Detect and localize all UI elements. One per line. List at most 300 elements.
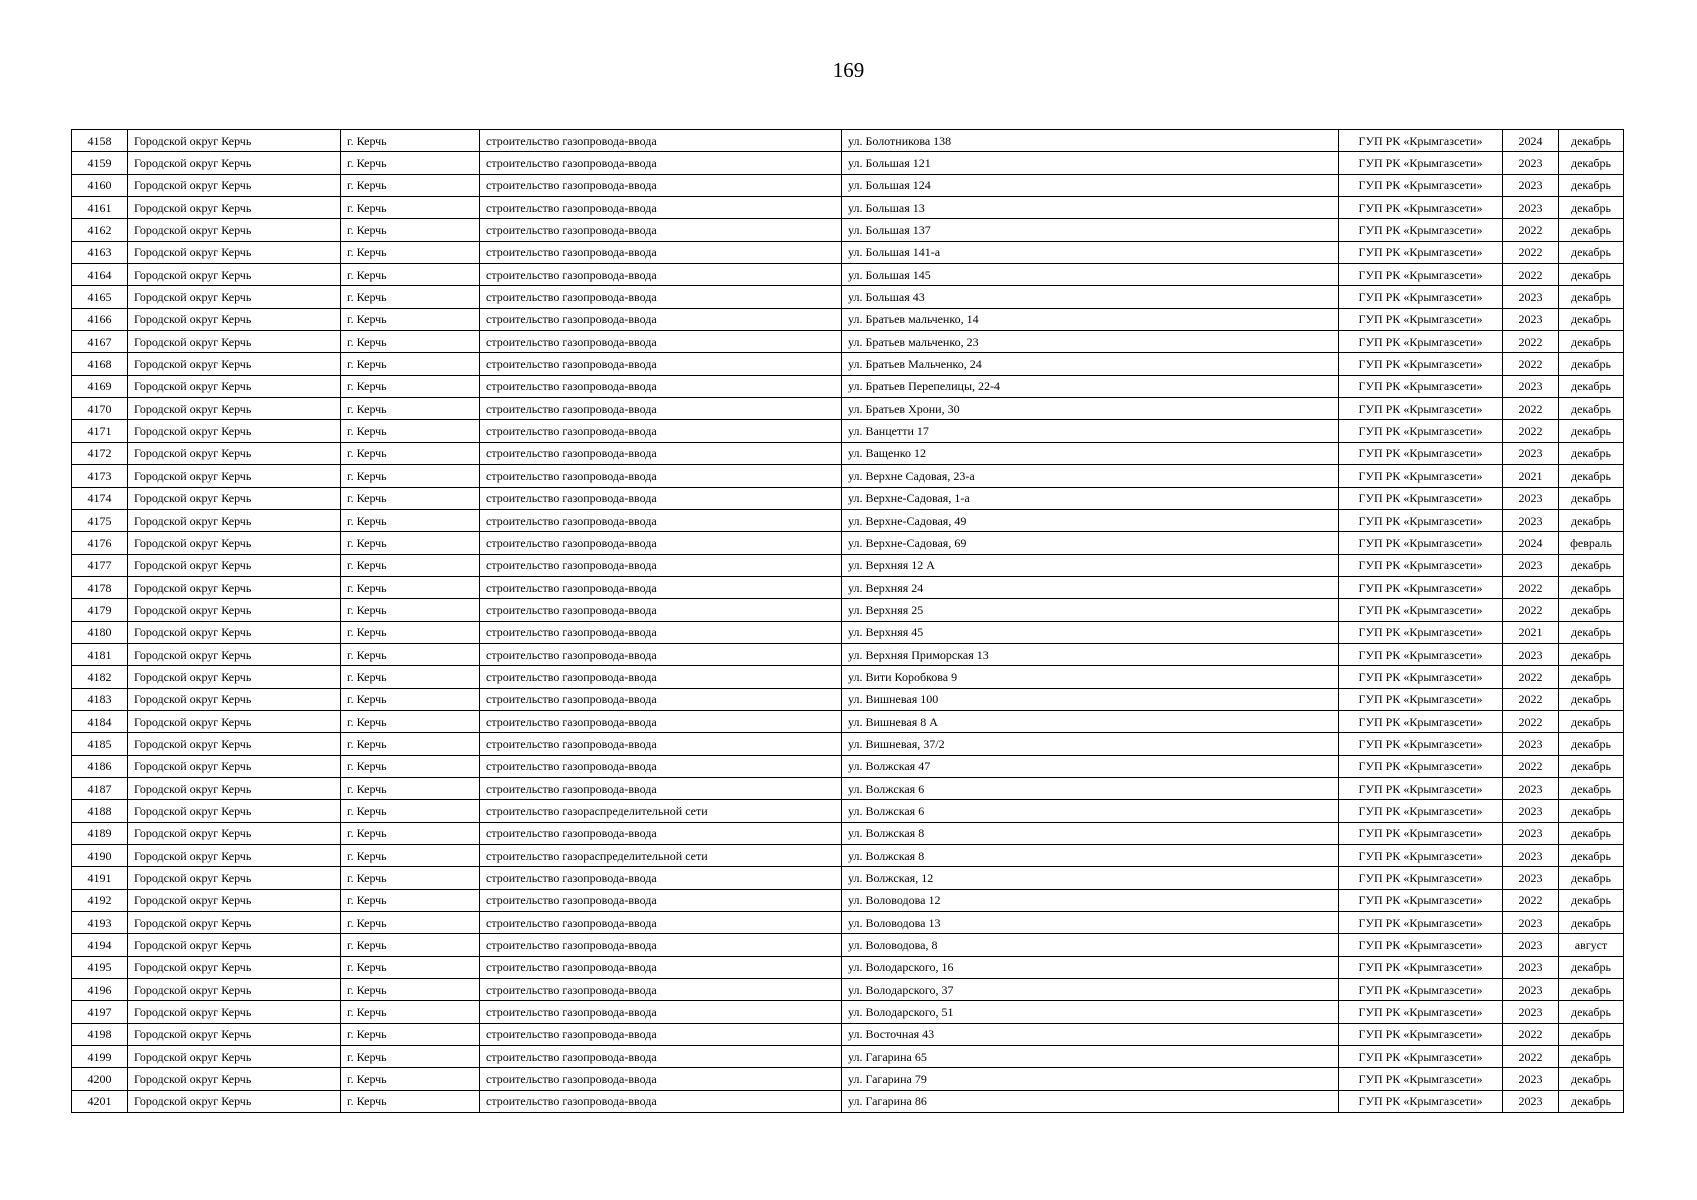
- month-cell: декабрь: [1559, 599, 1624, 621]
- work-type-cell: строительство газопровода-ввода: [480, 375, 842, 397]
- row-number-cell: 4189: [72, 822, 128, 844]
- work-type-cell: строительство газопровода-ввода: [480, 532, 842, 554]
- district-cell: Городской округ Керчь: [128, 1068, 341, 1090]
- month-cell: декабрь: [1559, 152, 1624, 174]
- table-row: [72, 442, 1624, 464]
- year-cell: 2022: [1503, 353, 1559, 375]
- organization-cell: ГУП РК «Крымгазсети»: [1339, 375, 1503, 397]
- month-cell: декабрь: [1559, 956, 1624, 978]
- month-cell: декабрь: [1559, 1068, 1624, 1090]
- address-cell: ул. Большая 141-а: [842, 241, 1339, 263]
- city-cell: г. Керчь: [341, 934, 480, 956]
- row-number-cell: 4161: [72, 197, 128, 219]
- work-type-cell: строительство газопровода-ввода: [480, 308, 842, 330]
- city-cell: г. Керчь: [341, 509, 480, 531]
- district-cell: Городской округ Керчь: [128, 1001, 341, 1023]
- row-number-cell: 4179: [72, 599, 128, 621]
- table-row: [72, 755, 1624, 777]
- row-number-cell: 4160: [72, 174, 128, 196]
- table-row: [72, 822, 1624, 844]
- district-cell: Городской округ Керчь: [128, 353, 341, 375]
- month-cell: декабрь: [1559, 331, 1624, 353]
- address-cell: ул. Гагарина 79: [842, 1068, 1339, 1090]
- work-type-cell: строительство газопровода-ввода: [480, 822, 842, 844]
- table-row: [72, 912, 1624, 934]
- work-type-cell: строительство газопровода-ввода: [480, 241, 842, 263]
- address-cell: ул. Верхняя Приморская 13: [842, 643, 1339, 665]
- year-cell: 2023: [1503, 1001, 1559, 1023]
- address-cell: ул. Большая 124: [842, 174, 1339, 196]
- district-cell: Городской округ Керчь: [128, 599, 341, 621]
- organization-cell: ГУП РК «Крымгазсети»: [1339, 576, 1503, 598]
- work-type-cell: строительство газопровода-ввода: [480, 152, 842, 174]
- table-body: [72, 130, 1624, 1113]
- address-cell: ул. Братьев мальченко, 14: [842, 308, 1339, 330]
- organization-cell: ГУП РК «Крымгазсети»: [1339, 264, 1503, 286]
- row-number-cell: 4169: [72, 375, 128, 397]
- month-cell: декабрь: [1559, 800, 1624, 822]
- year-cell: 2022: [1503, 576, 1559, 598]
- address-cell: ул. Гагарина 86: [842, 1090, 1339, 1112]
- table-row: [72, 465, 1624, 487]
- district-cell: Городской округ Керчь: [128, 398, 341, 420]
- address-cell: ул. Большая 43: [842, 286, 1339, 308]
- address-cell: ул. Волжская 8: [842, 822, 1339, 844]
- work-type-cell: строительство газопровода-ввода: [480, 576, 842, 598]
- table-row: [72, 666, 1624, 688]
- address-cell: ул. Верхне Садовая, 23-а: [842, 465, 1339, 487]
- address-cell: ул. Волжская 6: [842, 777, 1339, 799]
- city-cell: г. Керчь: [341, 733, 480, 755]
- organization-cell: ГУП РК «Крымгазсети»: [1339, 912, 1503, 934]
- month-cell: декабрь: [1559, 867, 1624, 889]
- city-cell: г. Керчь: [341, 912, 480, 934]
- city-cell: г. Керчь: [341, 420, 480, 442]
- month-cell: декабрь: [1559, 554, 1624, 576]
- work-type-cell: строительство газопровода-ввода: [480, 1001, 842, 1023]
- month-cell: февраль: [1559, 532, 1624, 554]
- city-cell: г. Керчь: [341, 800, 480, 822]
- city-cell: г. Керчь: [341, 308, 480, 330]
- table-row: [72, 621, 1624, 643]
- row-number-cell: 4193: [72, 912, 128, 934]
- district-cell: Городской округ Керчь: [128, 643, 341, 665]
- year-cell: 2022: [1503, 1023, 1559, 1045]
- district-cell: Городской округ Керчь: [128, 934, 341, 956]
- year-cell: 2023: [1503, 643, 1559, 665]
- table-row: [72, 1023, 1624, 1045]
- year-cell: 2022: [1503, 1046, 1559, 1068]
- address-cell: ул. Володарского, 16: [842, 956, 1339, 978]
- year-cell: 2023: [1503, 777, 1559, 799]
- row-number-cell: 4165: [72, 286, 128, 308]
- month-cell: декабрь: [1559, 241, 1624, 263]
- row-number-cell: 4176: [72, 532, 128, 554]
- table-row: [72, 331, 1624, 353]
- organization-cell: ГУП РК «Крымгазсети»: [1339, 889, 1503, 911]
- work-type-cell: строительство газораспределительной сети: [480, 845, 842, 867]
- address-cell: ул. Верхняя 24: [842, 576, 1339, 598]
- row-number-cell: 4183: [72, 688, 128, 710]
- year-cell: 2023: [1503, 867, 1559, 889]
- district-cell: Городской округ Керчь: [128, 442, 341, 464]
- district-cell: Городской округ Керчь: [128, 554, 341, 576]
- year-cell: 2022: [1503, 889, 1559, 911]
- address-cell: ул. Вишневая 100: [842, 688, 1339, 710]
- year-cell: 2023: [1503, 554, 1559, 576]
- row-number-cell: 4171: [72, 420, 128, 442]
- city-cell: г. Керчь: [341, 264, 480, 286]
- year-cell: 2023: [1503, 152, 1559, 174]
- address-cell: ул. Володарского, 37: [842, 979, 1339, 1001]
- city-cell: г. Керчь: [341, 755, 480, 777]
- year-cell: 2024: [1503, 532, 1559, 554]
- district-cell: Городской округ Керчь: [128, 800, 341, 822]
- address-cell: ул. Гагарина 65: [842, 1046, 1339, 1068]
- work-type-cell: строительство газопровода-ввода: [480, 174, 842, 196]
- address-cell: ул. Верхне-Садовая, 1-а: [842, 487, 1339, 509]
- address-cell: ул. Ващенко 12: [842, 442, 1339, 464]
- month-cell: декабрь: [1559, 1001, 1624, 1023]
- table-row: [72, 130, 1624, 152]
- year-cell: 2023: [1503, 912, 1559, 934]
- address-cell: ул. Болотникова 138: [842, 130, 1339, 152]
- month-cell: декабрь: [1559, 755, 1624, 777]
- table-row: [72, 152, 1624, 174]
- organization-cell: ГУП РК «Крымгазсети»: [1339, 1090, 1503, 1112]
- city-cell: г. Керчь: [341, 130, 480, 152]
- year-cell: 2022: [1503, 331, 1559, 353]
- table-row: [72, 979, 1624, 1001]
- district-cell: Городской округ Керчь: [128, 956, 341, 978]
- address-cell: ул. Верхне-Садовая, 69: [842, 532, 1339, 554]
- row-number-cell: 4195: [72, 956, 128, 978]
- month-cell: декабрь: [1559, 197, 1624, 219]
- row-number-cell: 4158: [72, 130, 128, 152]
- work-type-cell: строительство газопровода-ввода: [480, 509, 842, 531]
- district-cell: Городской округ Керчь: [128, 777, 341, 799]
- table-row: [72, 174, 1624, 196]
- month-cell: декабрь: [1559, 979, 1624, 1001]
- work-type-cell: строительство газопровода-ввода: [480, 420, 842, 442]
- city-cell: г. Керчь: [341, 1023, 480, 1045]
- work-type-cell: строительство газопровода-ввода: [480, 1023, 842, 1045]
- city-cell: г. Керчь: [341, 666, 480, 688]
- organization-cell: ГУП РК «Крымгазсети»: [1339, 1046, 1503, 1068]
- address-cell: ул. Верхняя 12 А: [842, 554, 1339, 576]
- row-number-cell: 4170: [72, 398, 128, 420]
- city-cell: г. Керчь: [341, 777, 480, 799]
- month-cell: декабрь: [1559, 375, 1624, 397]
- organization-cell: ГУП РК «Крымгазсети»: [1339, 1001, 1503, 1023]
- gasification-table-container: [71, 129, 1623, 1113]
- table-row: [72, 889, 1624, 911]
- work-type-cell: строительство газопровода-ввода: [480, 755, 842, 777]
- district-cell: Городской округ Керчь: [128, 241, 341, 263]
- work-type-cell: строительство газопровода-ввода: [480, 353, 842, 375]
- address-cell: ул. Володарского, 51: [842, 1001, 1339, 1023]
- organization-cell: ГУП РК «Крымгазсети»: [1339, 666, 1503, 688]
- city-cell: г. Керчь: [341, 532, 480, 554]
- year-cell: 2023: [1503, 800, 1559, 822]
- address-cell: ул. Вити Коробкова 9: [842, 666, 1339, 688]
- row-number-cell: 4190: [72, 845, 128, 867]
- table-row: [72, 800, 1624, 822]
- row-number-cell: 4173: [72, 465, 128, 487]
- district-cell: Городской округ Керчь: [128, 1046, 341, 1068]
- year-cell: 2023: [1503, 174, 1559, 196]
- city-cell: г. Керчь: [341, 710, 480, 732]
- month-cell: декабрь: [1559, 845, 1624, 867]
- year-cell: 2024: [1503, 130, 1559, 152]
- year-cell: 2022: [1503, 666, 1559, 688]
- month-cell: декабрь: [1559, 219, 1624, 241]
- year-cell: 2023: [1503, 1090, 1559, 1112]
- row-number-cell: 4192: [72, 889, 128, 911]
- row-number-cell: 4177: [72, 554, 128, 576]
- city-cell: г. Керчь: [341, 1090, 480, 1112]
- work-type-cell: строительство газопровода-ввода: [480, 442, 842, 464]
- table-row: [72, 643, 1624, 665]
- table-row: [72, 241, 1624, 263]
- table-row: [72, 845, 1624, 867]
- month-cell: декабрь: [1559, 1046, 1624, 1068]
- row-number-cell: 4186: [72, 755, 128, 777]
- district-cell: Городской округ Керчь: [128, 509, 341, 531]
- address-cell: ул. Братьев Хрони, 30: [842, 398, 1339, 420]
- year-cell: 2022: [1503, 219, 1559, 241]
- city-cell: г. Керчь: [341, 822, 480, 844]
- work-type-cell: строительство газопровода-ввода: [480, 912, 842, 934]
- district-cell: Городской округ Керчь: [128, 755, 341, 777]
- year-cell: 2021: [1503, 621, 1559, 643]
- work-type-cell: строительство газопровода-ввода: [480, 219, 842, 241]
- month-cell: декабрь: [1559, 688, 1624, 710]
- organization-cell: ГУП РК «Крымгазсети»: [1339, 733, 1503, 755]
- table-row: [72, 487, 1624, 509]
- organization-cell: ГУП РК «Крымгазсети»: [1339, 174, 1503, 196]
- address-cell: ул. Восточная 43: [842, 1023, 1339, 1045]
- table-row: [72, 509, 1624, 531]
- row-number-cell: 4184: [72, 710, 128, 732]
- row-number-cell: 4166: [72, 308, 128, 330]
- district-cell: Городской округ Керчь: [128, 286, 341, 308]
- month-cell: декабрь: [1559, 509, 1624, 531]
- month-cell: декабрь: [1559, 822, 1624, 844]
- month-cell: декабрь: [1559, 1023, 1624, 1045]
- table-row: [72, 710, 1624, 732]
- city-cell: г. Керчь: [341, 1046, 480, 1068]
- row-number-cell: 4168: [72, 353, 128, 375]
- table-row: [72, 1068, 1624, 1090]
- table-row: [72, 398, 1624, 420]
- city-cell: г. Керчь: [341, 867, 480, 889]
- organization-cell: ГУП РК «Крымгазсети»: [1339, 1068, 1503, 1090]
- work-type-cell: строительство газопровода-ввода: [480, 956, 842, 978]
- year-cell: 2022: [1503, 398, 1559, 420]
- organization-cell: ГУП РК «Крымгазсети»: [1339, 398, 1503, 420]
- organization-cell: ГУП РК «Крымгазсети»: [1339, 845, 1503, 867]
- address-cell: ул. Верхняя 25: [842, 599, 1339, 621]
- month-cell: декабрь: [1559, 174, 1624, 196]
- district-cell: Городской округ Керчь: [128, 487, 341, 509]
- address-cell: ул. Большая 13: [842, 197, 1339, 219]
- month-cell: декабрь: [1559, 398, 1624, 420]
- organization-cell: ГУП РК «Крымгазсети»: [1339, 152, 1503, 174]
- year-cell: 2023: [1503, 956, 1559, 978]
- organization-cell: ГУП РК «Крымгазсети»: [1339, 1023, 1503, 1045]
- district-cell: Городской округ Керчь: [128, 465, 341, 487]
- month-cell: декабрь: [1559, 912, 1624, 934]
- organization-cell: ГУП РК «Крымгазсети»: [1339, 554, 1503, 576]
- year-cell: 2023: [1503, 509, 1559, 531]
- district-cell: Городской округ Керчь: [128, 666, 341, 688]
- table-row: [72, 1001, 1624, 1023]
- work-type-cell: строительство газопровода-ввода: [480, 934, 842, 956]
- city-cell: г. Керчь: [341, 643, 480, 665]
- work-type-cell: строительство газопровода-ввода: [480, 197, 842, 219]
- city-cell: г. Керчь: [341, 152, 480, 174]
- work-type-cell: строительство газопровода-ввода: [480, 331, 842, 353]
- district-cell: Городской округ Керчь: [128, 845, 341, 867]
- organization-cell: ГУП РК «Крымгазсети»: [1339, 532, 1503, 554]
- district-cell: Городской округ Керчь: [128, 130, 341, 152]
- address-cell: ул. Ванцетти 17: [842, 420, 1339, 442]
- row-number-cell: 4201: [72, 1090, 128, 1112]
- work-type-cell: строительство газопровода-ввода: [480, 599, 842, 621]
- page-number: 169: [832, 58, 865, 82]
- table-row: [72, 934, 1624, 956]
- organization-cell: ГУП РК «Крымгазсети»: [1339, 308, 1503, 330]
- month-cell: декабрь: [1559, 643, 1624, 665]
- address-cell: ул. Братьев Перепелицы, 22-4: [842, 375, 1339, 397]
- work-type-cell: строительство газопровода-ввода: [480, 643, 842, 665]
- table-row: [72, 420, 1624, 442]
- district-cell: Городской округ Керчь: [128, 688, 341, 710]
- table-row: [72, 353, 1624, 375]
- organization-cell: ГУП РК «Крымгазсети»: [1339, 442, 1503, 464]
- organization-cell: ГУП РК «Крымгазсети»: [1339, 800, 1503, 822]
- work-type-cell: строительство газопровода-ввода: [480, 777, 842, 799]
- work-type-cell: строительство газопровода-ввода: [480, 465, 842, 487]
- organization-cell: ГУП РК «Крымгазсети»: [1339, 130, 1503, 152]
- organization-cell: ГУП РК «Крымгазсети»: [1339, 465, 1503, 487]
- city-cell: г. Керчь: [341, 219, 480, 241]
- organization-cell: ГУП РК «Крымгазсети»: [1339, 867, 1503, 889]
- month-cell: декабрь: [1559, 264, 1624, 286]
- month-cell: декабрь: [1559, 442, 1624, 464]
- organization-cell: ГУП РК «Крымгазсети»: [1339, 956, 1503, 978]
- address-cell: ул. Волжская, 12: [842, 867, 1339, 889]
- district-cell: Городской округ Керчь: [128, 621, 341, 643]
- row-number-cell: 4188: [72, 800, 128, 822]
- address-cell: ул. Вишневая, 37/2: [842, 733, 1339, 755]
- table-row: [72, 1046, 1624, 1068]
- address-cell: ул. Верхняя 45: [842, 621, 1339, 643]
- month-cell: декабрь: [1559, 666, 1624, 688]
- city-cell: г. Керчь: [341, 197, 480, 219]
- table-row: [72, 599, 1624, 621]
- city-cell: г. Керчь: [341, 465, 480, 487]
- table-row: [72, 956, 1624, 978]
- month-cell: декабрь: [1559, 420, 1624, 442]
- row-number-cell: 4167: [72, 331, 128, 353]
- city-cell: г. Керчь: [341, 621, 480, 643]
- work-type-cell: строительство газопровода-ввода: [480, 554, 842, 576]
- district-cell: Городской округ Керчь: [128, 264, 341, 286]
- row-number-cell: 4181: [72, 643, 128, 665]
- work-type-cell: строительство газопровода-ввода: [480, 979, 842, 1001]
- district-cell: Городской округ Керчь: [128, 308, 341, 330]
- year-cell: 2023: [1503, 1068, 1559, 1090]
- organization-cell: ГУП РК «Крымгазсети»: [1339, 934, 1503, 956]
- work-type-cell: строительство газопровода-ввода: [480, 487, 842, 509]
- city-cell: г. Керчь: [341, 286, 480, 308]
- table-row: [72, 576, 1624, 598]
- year-cell: 2023: [1503, 822, 1559, 844]
- row-number-cell: 4182: [72, 666, 128, 688]
- district-cell: Городской округ Керчь: [128, 219, 341, 241]
- month-cell: декабрь: [1559, 308, 1624, 330]
- address-cell: ул. Большая 137: [842, 219, 1339, 241]
- work-type-cell: строительство газопровода-ввода: [480, 688, 842, 710]
- month-cell: декабрь: [1559, 576, 1624, 598]
- month-cell: декабрь: [1559, 710, 1624, 732]
- district-cell: Городской округ Керчь: [128, 375, 341, 397]
- row-number-cell: 4194: [72, 934, 128, 956]
- organization-cell: ГУП РК «Крымгазсети»: [1339, 487, 1503, 509]
- city-cell: г. Керчь: [341, 688, 480, 710]
- city-cell: г. Керчь: [341, 398, 480, 420]
- address-cell: ул. Воловодова 12: [842, 889, 1339, 911]
- table-row: [72, 375, 1624, 397]
- row-number-cell: 4159: [72, 152, 128, 174]
- row-number-cell: 4175: [72, 509, 128, 531]
- work-type-cell: строительство газопровода-ввода: [480, 1046, 842, 1068]
- table-row: [72, 264, 1624, 286]
- month-cell: декабрь: [1559, 286, 1624, 308]
- organization-cell: ГУП РК «Крымгазсети»: [1339, 420, 1503, 442]
- organization-cell: ГУП РК «Крымгазсети»: [1339, 286, 1503, 308]
- table-row: [72, 532, 1624, 554]
- year-cell: 2023: [1503, 442, 1559, 464]
- row-number-cell: 4200: [72, 1068, 128, 1090]
- city-cell: г. Керчь: [341, 599, 480, 621]
- organization-cell: ГУП РК «Крымгазсети»: [1339, 219, 1503, 241]
- year-cell: 2023: [1503, 934, 1559, 956]
- row-number-cell: 4164: [72, 264, 128, 286]
- city-cell: г. Керчь: [341, 956, 480, 978]
- city-cell: г. Керчь: [341, 331, 480, 353]
- month-cell: декабрь: [1559, 621, 1624, 643]
- district-cell: Городской округ Керчь: [128, 822, 341, 844]
- address-cell: ул. Волжская 6: [842, 800, 1339, 822]
- address-cell: ул. Большая 121: [842, 152, 1339, 174]
- city-cell: г. Керчь: [341, 241, 480, 263]
- table-row: [72, 1090, 1624, 1112]
- organization-cell: ГУП РК «Крымгазсети»: [1339, 643, 1503, 665]
- district-cell: Городской округ Керчь: [128, 152, 341, 174]
- district-cell: Городской округ Керчь: [128, 710, 341, 732]
- organization-cell: ГУП РК «Крымгазсети»: [1339, 599, 1503, 621]
- organization-cell: ГУП РК «Крымгазсети»: [1339, 509, 1503, 531]
- city-cell: г. Керчь: [341, 1068, 480, 1090]
- table-row: [72, 219, 1624, 241]
- city-cell: г. Керчь: [341, 576, 480, 598]
- organization-cell: ГУП РК «Крымгазсети»: [1339, 353, 1503, 375]
- table-row: [72, 688, 1624, 710]
- month-cell: декабрь: [1559, 733, 1624, 755]
